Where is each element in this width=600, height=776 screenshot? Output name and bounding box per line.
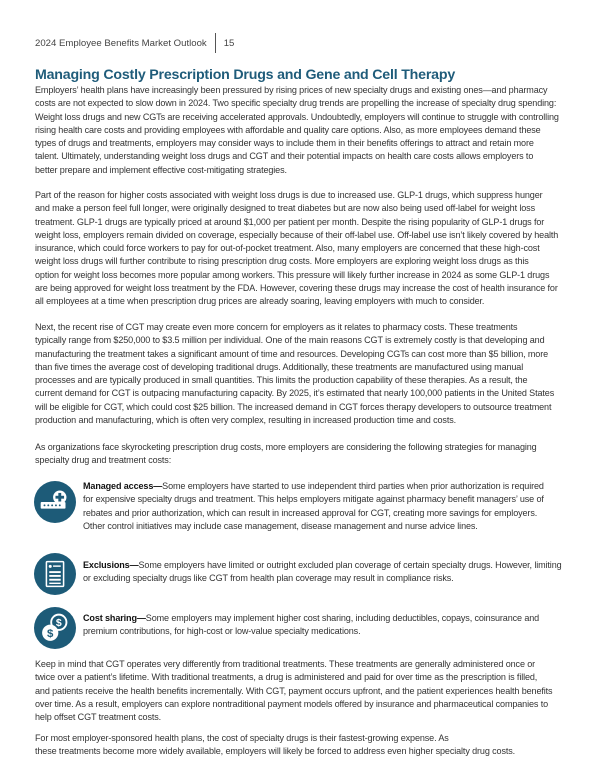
text-line: specialty drug and treatment costs: xyxy=(35,455,172,466)
text-line: For most employer-sponsored health plans, the cost of specialty drugs is their fastest-growing expense. As xyxy=(35,733,449,743)
text-line: typically range from $250,000 to $3.5 million per individual. One of the main reasons CGT is extremely costly is that developing and xyxy=(35,335,545,346)
medical-card-icon xyxy=(34,481,76,523)
text-line: talent. Ultimately, understanding weight loss drugs and CGT and their potential impacts on health care costs allows employers to xyxy=(35,151,534,162)
text-line: manufacturing the treatment takes a significant amount of time and resources. Developing CGTs can cost more than $5 billion, more xyxy=(35,348,549,359)
text-line: will be eligible for CGT, which could cost $25 billion. The increased demand in CGT forces therapy developers to outsource treatment xyxy=(35,401,552,412)
text-line: over time. As a result, employers can explore nontraditional payment models offered by insurance and pharmaceutical companies to xyxy=(35,698,548,709)
text-line: option for weight loss becomes more popular among workers. This pressure will likely further increase in 2024 as some GLP-1 drugs xyxy=(35,269,550,280)
strategy-line: Other control initiatives may include case management, disease management and nurse advice lines. xyxy=(83,520,478,531)
text-line: current demand for CGT is outpacing manufacturing capacity. By 2025, it’s estimated that nearly 100,000 patients in the United States xyxy=(35,388,555,399)
text-line: treatment. GLP-1 drugs are typically priced at around $1,000 per patient per month. Despite the rising popularity of GLP-1 drugs for xyxy=(35,216,545,227)
text-line: insurance, which could force workers to pay for out-of-pocket treatment. Also, many employers are concerned that these high-cost xyxy=(35,243,540,254)
text-line: Next, the recent rise of CGT may create even more concern for employers as it relates to pharmacy costs. These treatments xyxy=(35,322,518,332)
dollar-coins-icon xyxy=(34,607,76,649)
text-line: Weight loss drugs and new CGTs are receiving accelerated approvals. Undoubtedly, employers will continue to struggle with controlling xyxy=(35,111,559,122)
strategy-line: rebates and prior authorization, which can result in increased approval for CGT, creating more savings for employers. xyxy=(83,507,538,518)
text-line: types of drugs and treatments, employers may consider ways to include them in their benefits offerings to attract and retain more xyxy=(35,138,534,149)
strategy-lead: Exclusions— xyxy=(83,560,139,570)
text-line: twice over a patient’s lifetime. With traditional treatments, a drug is administered and paid for over time as the prescription is filled, xyxy=(35,672,538,683)
svg-text:$: $ xyxy=(55,617,62,630)
text-line: Keep in mind that CGT operates very differently from traditional treatments. These treatments are generally administered once or xyxy=(35,659,536,669)
text-line: weight loss, employers remain divided on coverage, especially because of their off-label use. Off-label use isn’t likely covered by health xyxy=(35,229,559,240)
text-line: and make a person feel full longer, were originally designed to treat diabetes but are now also being used off-label for weight loss xyxy=(35,203,535,214)
strategy-line: Some employers have limited or outright excluded plan coverage of certain specialty drugs. However, limiting xyxy=(138,560,562,570)
text-line: are being approved for weight loss treatment by the FDA. However, covering these drugs may increase the cost of health insurance for xyxy=(35,283,558,294)
header-divider xyxy=(215,33,216,53)
svg-text:$: $ xyxy=(47,628,54,641)
text-line: processes and are typically produced in small quantities. This limits the production capability of these therapies. As a result, the xyxy=(35,375,528,386)
strategy-line: Some employers have started to use independent third parties when prior authorization is required xyxy=(162,481,544,491)
document-icon xyxy=(34,553,76,595)
strategy-text xyxy=(83,480,544,533)
text-line: rising health care costs and providing employees with affordable and quality care options. Also, as more employees demand these xyxy=(35,124,541,135)
text-line: Part of the reason for higher costs associated with weight loss drugs is due to increased use. GLP-1 drugs, which suppress hunger xyxy=(35,190,543,200)
text-line: production and manufacturing, which is often very complex, resulting in increased production time and costs. xyxy=(35,415,457,426)
text-line: better prepare and implement effective cost-mitigating strategies. xyxy=(35,164,287,175)
strategy-text xyxy=(83,559,562,586)
strategy-line: or excluding specialty drugs like CGT from health plan coverage may result in compliance risks. xyxy=(83,573,454,584)
strategy-lead: Managed access— xyxy=(83,481,163,491)
text-line: these treatments become more widely available, employers will likely be forced to address even higher specialty drug costs. xyxy=(35,746,516,757)
text-line: than five times the average cost of developing traditional drugs. Additionally, these treatments are manufactured using manual xyxy=(35,361,524,372)
page-number: 15 xyxy=(223,37,235,49)
text-line: and patients receive the health benefits incrementally. With CGT, payment occurs upfront, and the patient experiences health benefits xyxy=(35,685,553,696)
text-line: weight loss drugs will further contribute to rising prescription drug costs. More employers are exploring weight loss drugs as this xyxy=(35,256,529,267)
paragraph-strategies-intro xyxy=(35,441,537,468)
text-line: Employers’ health plans have increasingly been pressured by rising prices of new specialty drugs and existing ones—and pharmacy xyxy=(35,85,548,95)
text-line: all employees at a time when prescription drug prices are already soaring, leaving employers with much to consider. xyxy=(35,296,485,307)
paragraph-weight-loss xyxy=(35,189,558,309)
text-line: help offset CGT treatment costs. xyxy=(35,712,162,723)
paragraph-intro xyxy=(35,84,559,177)
doc-title: 2024 Employee Benefits Market Outlook xyxy=(35,37,207,49)
paragraph-conclusion xyxy=(35,732,515,759)
strategy-line: premium contributions, for high-cost or low-value specialty medications. xyxy=(83,626,361,637)
strategy-line: Some employers may implement higher cost sharing, including deductibles, copays, coinsurance and xyxy=(145,613,540,623)
text-line: costs are not expected to slow down in 2024. Two specific specialty drug trends are propelling the increase of specialty drug spending: xyxy=(35,98,557,109)
strategy-lead: Cost sharing— xyxy=(83,613,146,623)
running-header xyxy=(35,33,234,53)
text-line: As organizations face skyrocketing prescription drug costs, more employers are considering the following strategies for managing xyxy=(35,442,537,452)
section-title: Managing Costly Prescription Drugs and Gene and Cell Therapy xyxy=(35,67,456,83)
paragraph-cgt-payment xyxy=(35,658,552,724)
paragraph-cgt xyxy=(35,321,554,427)
strategy-text xyxy=(83,612,539,639)
strategy-line: for expensive specialty drugs and treatment. This helps employers mitigate against pharmacy benefit managers’ use of xyxy=(83,494,544,505)
